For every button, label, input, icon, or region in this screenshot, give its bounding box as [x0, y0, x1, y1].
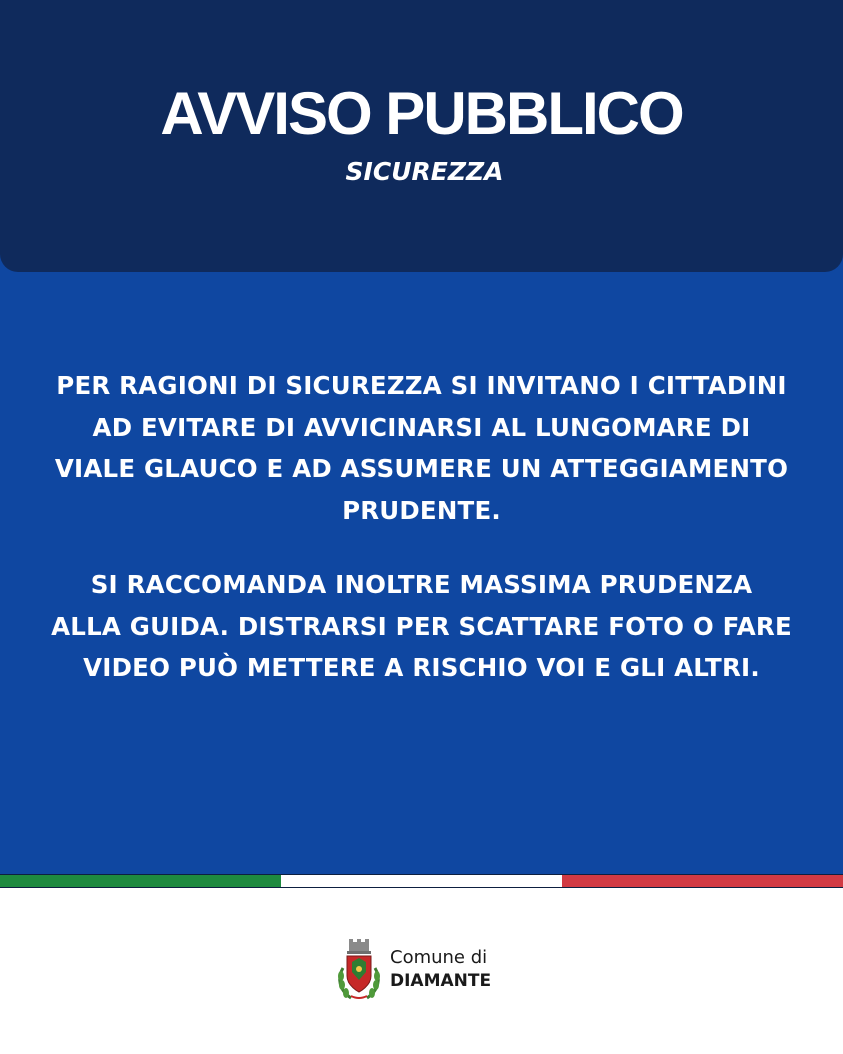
municipality-label: Comune di — [390, 947, 488, 968]
notice-line: VIALE GLAUCO E AD ASSUMERE UN ATTEGGIAMENTO — [54, 454, 789, 483]
page-subtitle: SICUREZZA — [345, 157, 504, 186]
italian-flag-bar — [0, 874, 843, 888]
notice-line: PER RAGIONI DI SICUREZZA SI INVITANO I CITTADINI — [56, 371, 787, 400]
notice-line: ALLA GUIDA. DISTRARSI PER SCATTARE FOTO O FARE — [51, 611, 792, 641]
page-title: AVVISO PUBBLICO — [160, 80, 683, 147]
notice-paragraph-2 — [20, 564, 823, 689]
notice-paragraph-1 — [20, 365, 823, 531]
flag-red-segment — [562, 875, 843, 887]
notice-line: AD EVITARE DI AVVICINARSI AL LUNGOMARE DI — [92, 412, 751, 442]
municipality-name — [390, 946, 491, 992]
coat-of-arms-icon — [333, 938, 385, 1002]
notice-line: PRUDENTE. — [342, 495, 501, 525]
flag-green-segment — [0, 875, 281, 887]
header-panel — [0, 0, 843, 272]
municipality-title: DIAMANTE — [390, 971, 492, 991]
notice-line: SI RACCOMANDA INOLTRE MASSIMA PRUDENZA — [90, 570, 753, 599]
notice-line: VIDEO PUÒ METTERE A RISCHIO VOI E GLI ALTRI. — [83, 653, 760, 682]
flag-white-segment — [281, 875, 562, 887]
